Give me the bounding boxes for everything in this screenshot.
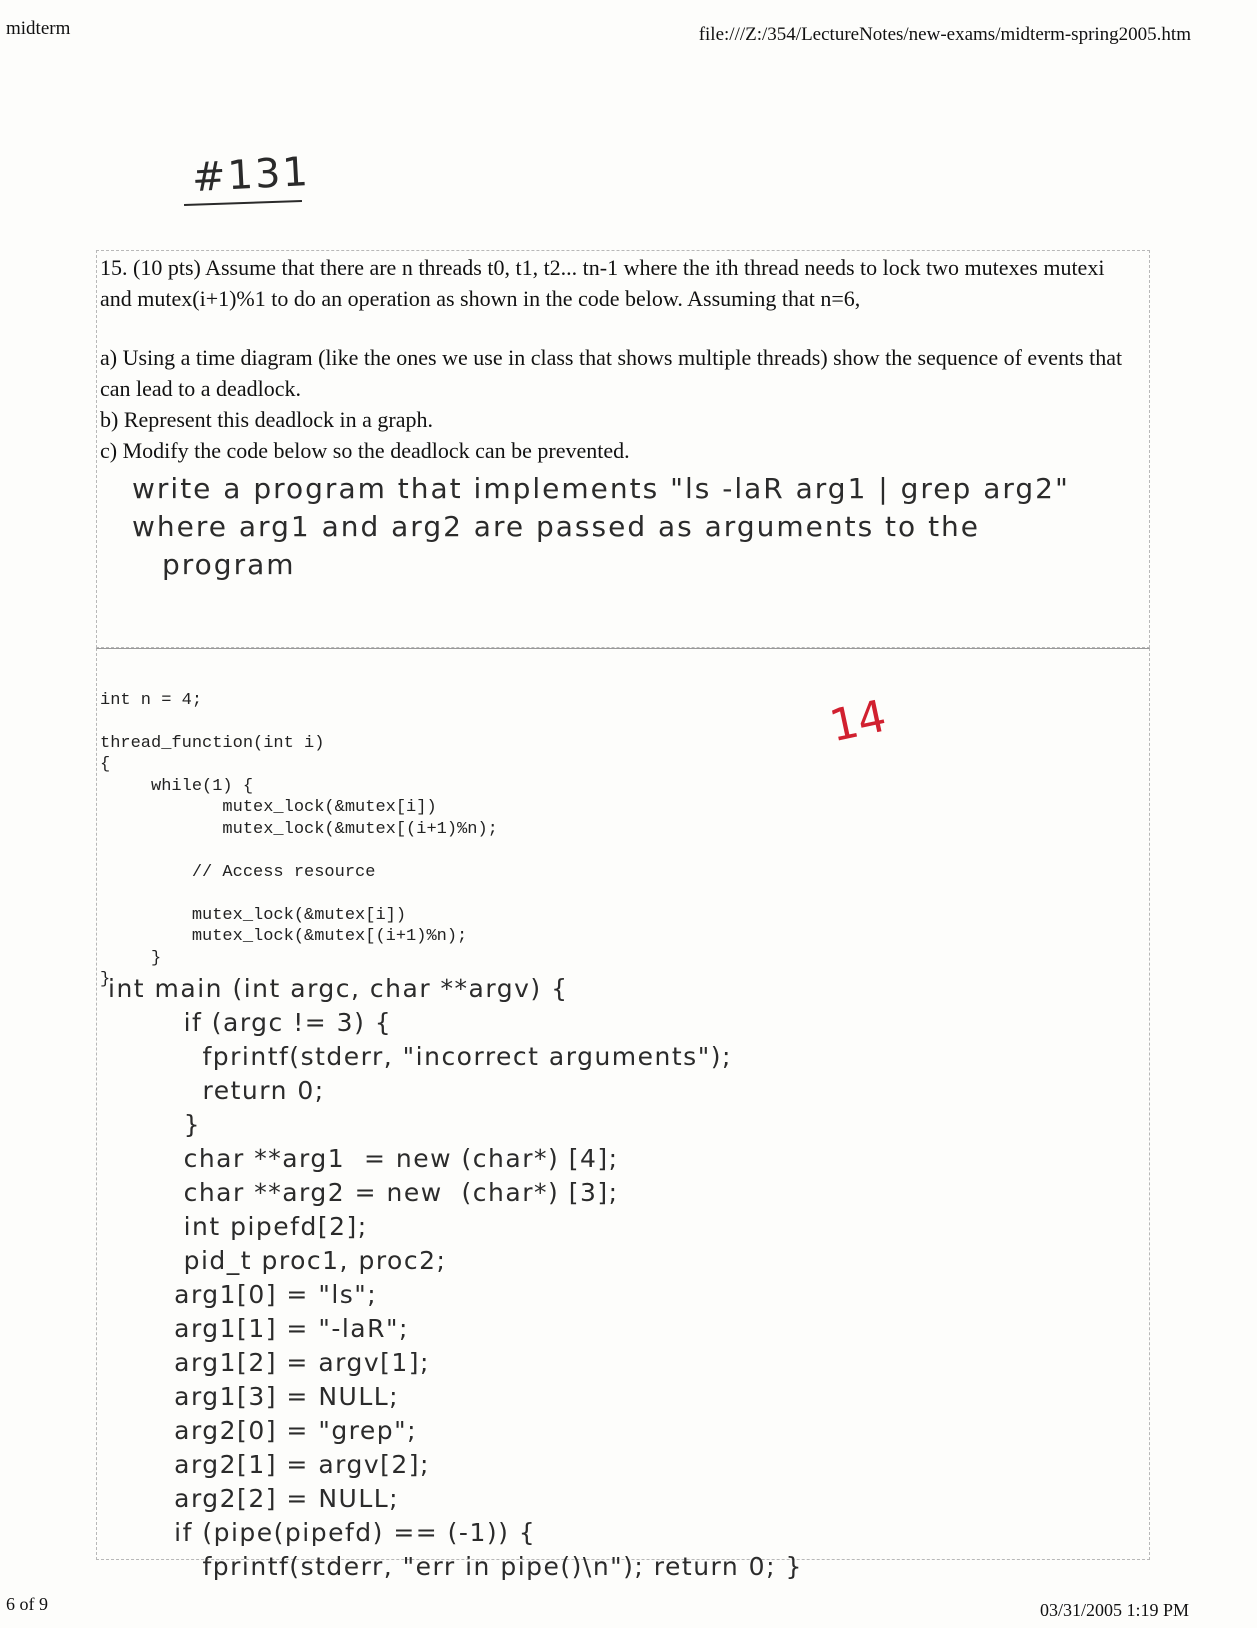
handwritten-code-line: fprintf(stderr, "incorrect arguments");	[108, 1042, 732, 1071]
handwritten-code-line: return 0;	[108, 1076, 325, 1105]
handwritten-code-line: int main (int argc, char **argv) {	[108, 974, 569, 1003]
handwritten-code-line: arg2[2] = NULL;	[108, 1484, 400, 1513]
exam-number: #131	[190, 148, 311, 202]
handwritten-code-line: arg1[1] = "-laR";	[108, 1314, 409, 1343]
page-header-url: file:///Z:/354/LectureNotes/new-exams/midterm-spring2005.htm	[698, 24, 1191, 45]
code-listing	[100, 668, 498, 1012]
code-line	[100, 883, 498, 905]
code-line: mutex_lock(&mutex[(i+1)%n);	[100, 927, 468, 946]
handwritten-note-line: write a program that implements "ls -laR arg1 | grep arg2"	[132, 472, 1070, 505]
page-footer-datetime: 03/31/2005 1:19 PM	[1039, 1600, 1189, 1620]
handwritten-code-line: arg1[0] = "ls";	[108, 1280, 378, 1309]
handwritten-code-line: char **arg2 = new (char*) [3];	[108, 1178, 619, 1207]
question-intro: 15. (10 pts) Assume that there are n threads t0, t1, t2... tn-1 where the ith thread needs to lock two mutexes mutexi and mutex(i+1)%1 to do an operation as shown in the code below. Assuming that n=6,	[100, 255, 1105, 311]
code-line: int n = 4;	[100, 690, 203, 710]
handwritten-code-line: arg1[2] = argv[1];	[108, 1348, 430, 1377]
code-line: mutex_lock(&mutex[i])	[100, 798, 437, 817]
question-part-b: b) Represent this deadlock in a graph.	[100, 407, 433, 432]
code-line: mutex_lock(&mutex[(i+1)%n);	[100, 819, 498, 839]
code-line: }	[100, 948, 162, 968]
handwritten-code-line: int pipefd[2];	[108, 1212, 368, 1241]
question-part-a: a) Using a time diagram (like the ones we use in class that shows multiple threads) show the sequence of events that can lead to a deadlock.	[100, 345, 1123, 401]
handwritten-code-line: arg2[0] = "grep";	[108, 1416, 418, 1445]
handwritten-note	[132, 470, 1070, 584]
page-footer-page-number: 6 of 9	[6, 1594, 48, 1614]
code-line: mutex_lock(&mutex[i])	[100, 905, 407, 925]
question-parts	[100, 342, 1140, 466]
handwritten-code-line: if (argc != 3) {	[108, 1008, 393, 1037]
grade-mark: 14	[825, 690, 891, 753]
handwritten-code-line: arg2[1] = argv[2];	[108, 1450, 430, 1479]
handwritten-note-line: program	[162, 548, 296, 581]
code-line: thread_function(int i)	[100, 733, 325, 753]
handwritten-code-line: pid_t proc1, proc2;	[108, 1246, 447, 1275]
code-line: }	[100, 970, 111, 989]
handwritten-code-line: arg1[3] = NULL;	[108, 1382, 400, 1411]
code-line	[100, 711, 498, 733]
code-line: while(1) {	[100, 776, 254, 796]
handwritten-code-line: if (pipe(pipefd) == (-1)) {	[108, 1518, 537, 1547]
page-header-title: midterm	[6, 18, 71, 39]
code-line: {	[100, 755, 111, 774]
code-line: // Access resource	[100, 862, 376, 882]
handwritten-code-line: fprintf(stderr, "err in pipe()\n"); return 0; }	[108, 1552, 803, 1581]
handwritten-code-line: }	[108, 1110, 201, 1139]
handwritten-note-line: where arg1 and arg2 are passed as arguments to the	[132, 510, 981, 543]
handwritten-code-line: char **arg1 = new (char*) [4];	[108, 1144, 619, 1173]
handwritten-code	[108, 972, 803, 1584]
question-part-c: c) Modify the code below so the deadlock can be prevented.	[100, 438, 630, 463]
exam-number-underline	[184, 200, 302, 206]
code-line	[100, 840, 498, 862]
